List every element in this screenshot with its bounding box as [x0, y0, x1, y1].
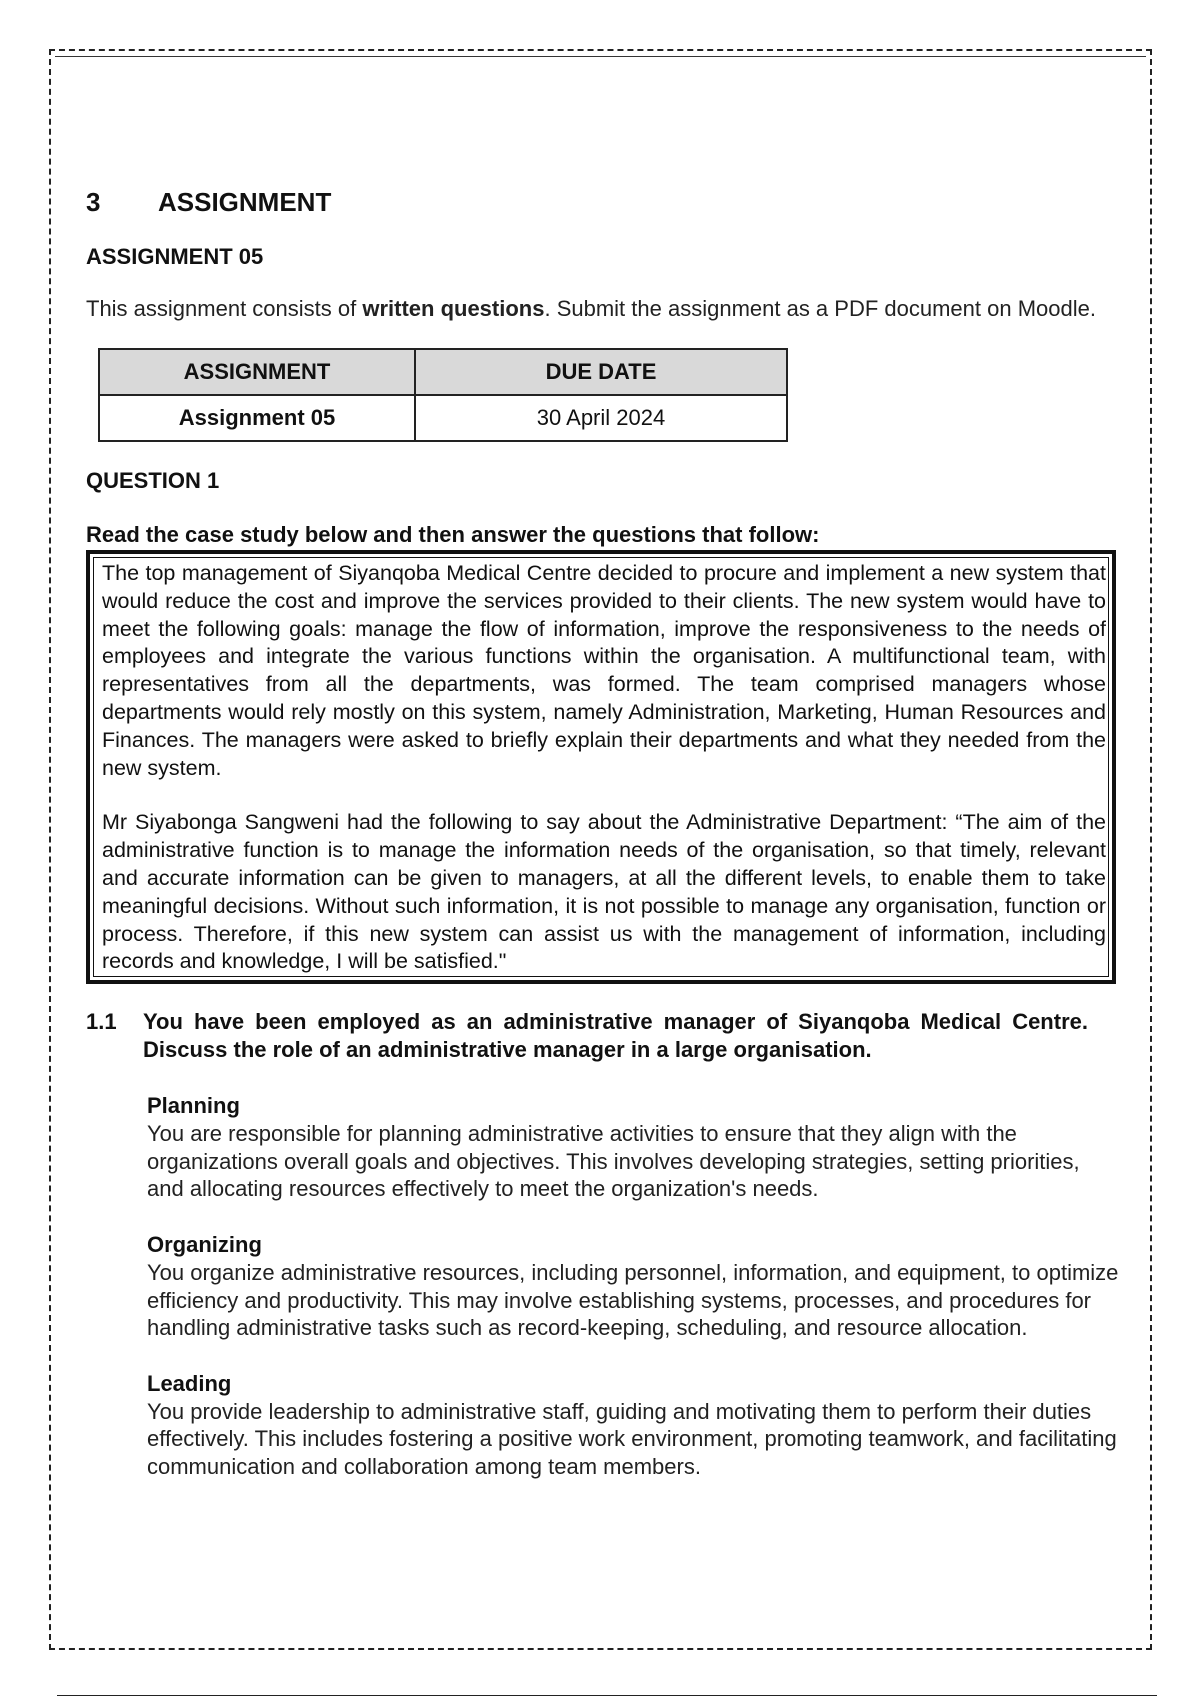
answer-list	[147, 1092, 1122, 1480]
answer-title: Leading	[147, 1370, 232, 1396]
table-header-row	[99, 349, 787, 395]
assignment-heading: ASSIGNMENT 05	[86, 244, 264, 269]
question-heading: QUESTION 1	[86, 468, 220, 493]
table-header-due-date: DUE DATE	[415, 349, 787, 395]
answer-planning	[147, 1092, 1122, 1203]
table-cell-assignment: Assignment 05	[99, 395, 415, 441]
due-date-table	[98, 348, 788, 442]
intro-suffix: . Submit the assignment as a PDF document on Moodle.	[544, 296, 1096, 321]
section-title: ASSIGNMENT	[158, 187, 332, 217]
intro-prefix: This assignment consists of	[86, 296, 363, 321]
case-study-paragraph: Mr Siyabonga Sangweni had the following to say about the Administrative Department: “The aim of the administrative function is to manage the information needs of the organisation, so that timely, relevant and accurate information can be given to managers, at all the different levels, to enable them to take meaningful decisions. Without such information, it is not possible to manage any organisation, function or process. Therefore, if this new system can assist us with the management of information, including records and knowledge, I will be satisfied."	[102, 810, 1106, 974]
answer-body: You provide leadership to administrative staff, guiding and motivating them to perform their duties effectively. This includes fostering a positive work environment, promoting teamwork, and facilitating communication and collaboration among team members.	[147, 1398, 1117, 1479]
answer-body: You are responsible for planning administrative activities to ensure that they align with the organizations overall goals and objectives. This involves developing strategies, setting priorities, and allocating resources effectively to meet the organization's needs.	[147, 1121, 1080, 1202]
question-number: 1.1	[86, 1009, 117, 1035]
section-heading	[86, 180, 1116, 224]
table-row	[99, 395, 787, 441]
section-number: 3	[86, 187, 101, 217]
case-study-paragraph: The top management of Siyanqoba Medical Centre decided to procure and implement a new system that would reduce the cost and improve the services provided to their clients. The new system would have to meet the following goals: manage the flow of information, improve the responsiveness to the needs of employees and integrate the various functions within the organisation. A multifunctional team, with representatives from all the departments, was formed. The team comprised managers whose departments would rely mostly on this system, namely Administration, Marketing, Human Resources and Finances. The managers were asked to briefly explain their departments and what they needed from the new system.	[102, 561, 1106, 780]
question-text: You have been employed as an administrative manager of Siyanqoba Medical Centre. Discuss the role of an administrative manager in a large organisation.	[143, 1009, 1088, 1063]
intro-bold: written questions	[362, 296, 545, 321]
footer-rule	[57, 1695, 1157, 1696]
assignment-intro	[86, 296, 1116, 322]
answer-leading	[147, 1370, 1122, 1481]
case-study-box	[86, 550, 1116, 984]
answer-title: Planning	[147, 1093, 240, 1119]
question-1-1	[86, 1008, 1116, 1064]
table-cell-due-date: 30 April 2024	[415, 395, 787, 441]
answer-title: Organizing	[147, 1231, 262, 1257]
document-content	[86, 180, 1119, 1481]
answer-organizing	[147, 1231, 1122, 1342]
case-study-instruction: Read the case study below and then answer the questions that follow:	[86, 522, 820, 547]
table-header-assignment: ASSIGNMENT	[99, 349, 415, 395]
answer-body: You organize administrative resources, including personnel, information, and equipment, to optimize efficiency and productivity. This may involve establishing systems, processes, and procedures for handling administrative tasks such as record-keeping, scheduling, and resource allocation.	[147, 1259, 1119, 1341]
